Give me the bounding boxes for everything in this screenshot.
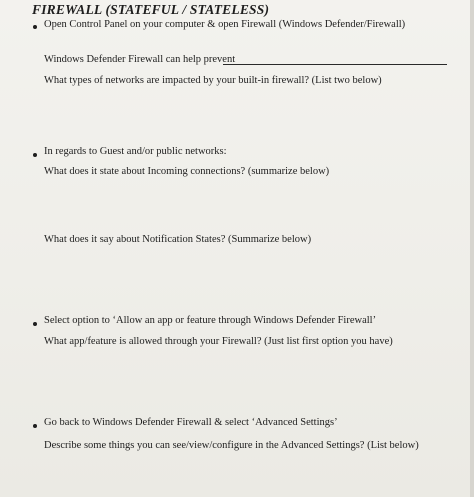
- bullet-marker: [33, 322, 37, 326]
- instruction-guest-public: In regards to Guest and/or public networks:: [44, 146, 227, 157]
- question-help-prevent: Windows Defender Firewall can help prevent: [44, 54, 236, 65]
- instruction-advanced-settings: Go back to Windows Defender Firewall & select ‘Advanced Settings’: [44, 417, 338, 428]
- answer-blank-line: [223, 64, 447, 65]
- question-incoming-connections: What does it state about Incoming connections? (summarize below): [44, 166, 330, 177]
- question-advanced-settings: Describe some things you can see/view/configure in the Advanced Settings? (List below): [44, 440, 419, 451]
- bullet-marker: [33, 424, 37, 428]
- instruction-allow-app: Select option to ‘Allow an app or feature through Windows Defender Firewall’: [44, 315, 377, 326]
- worksheet-title: FIREWALL (STATEFUL / STATELESS): [32, 2, 270, 17]
- page-edge-shadow: [470, 0, 474, 497]
- instruction-open-firewall: Open Control Panel on your computer & open Firewall (Windows Defender/Firewall): [44, 19, 406, 30]
- bullet-marker: [33, 25, 37, 29]
- bullet-marker: [33, 153, 37, 157]
- question-notification-states: What does it say about Notification States? (Summarize below): [44, 234, 312, 245]
- question-allowed-app: What app/feature is allowed through your Firewall? (Just list first option you have): [44, 336, 393, 347]
- question-network-types: What types of networks are impacted by your built-in firewall? (List two below): [44, 75, 382, 86]
